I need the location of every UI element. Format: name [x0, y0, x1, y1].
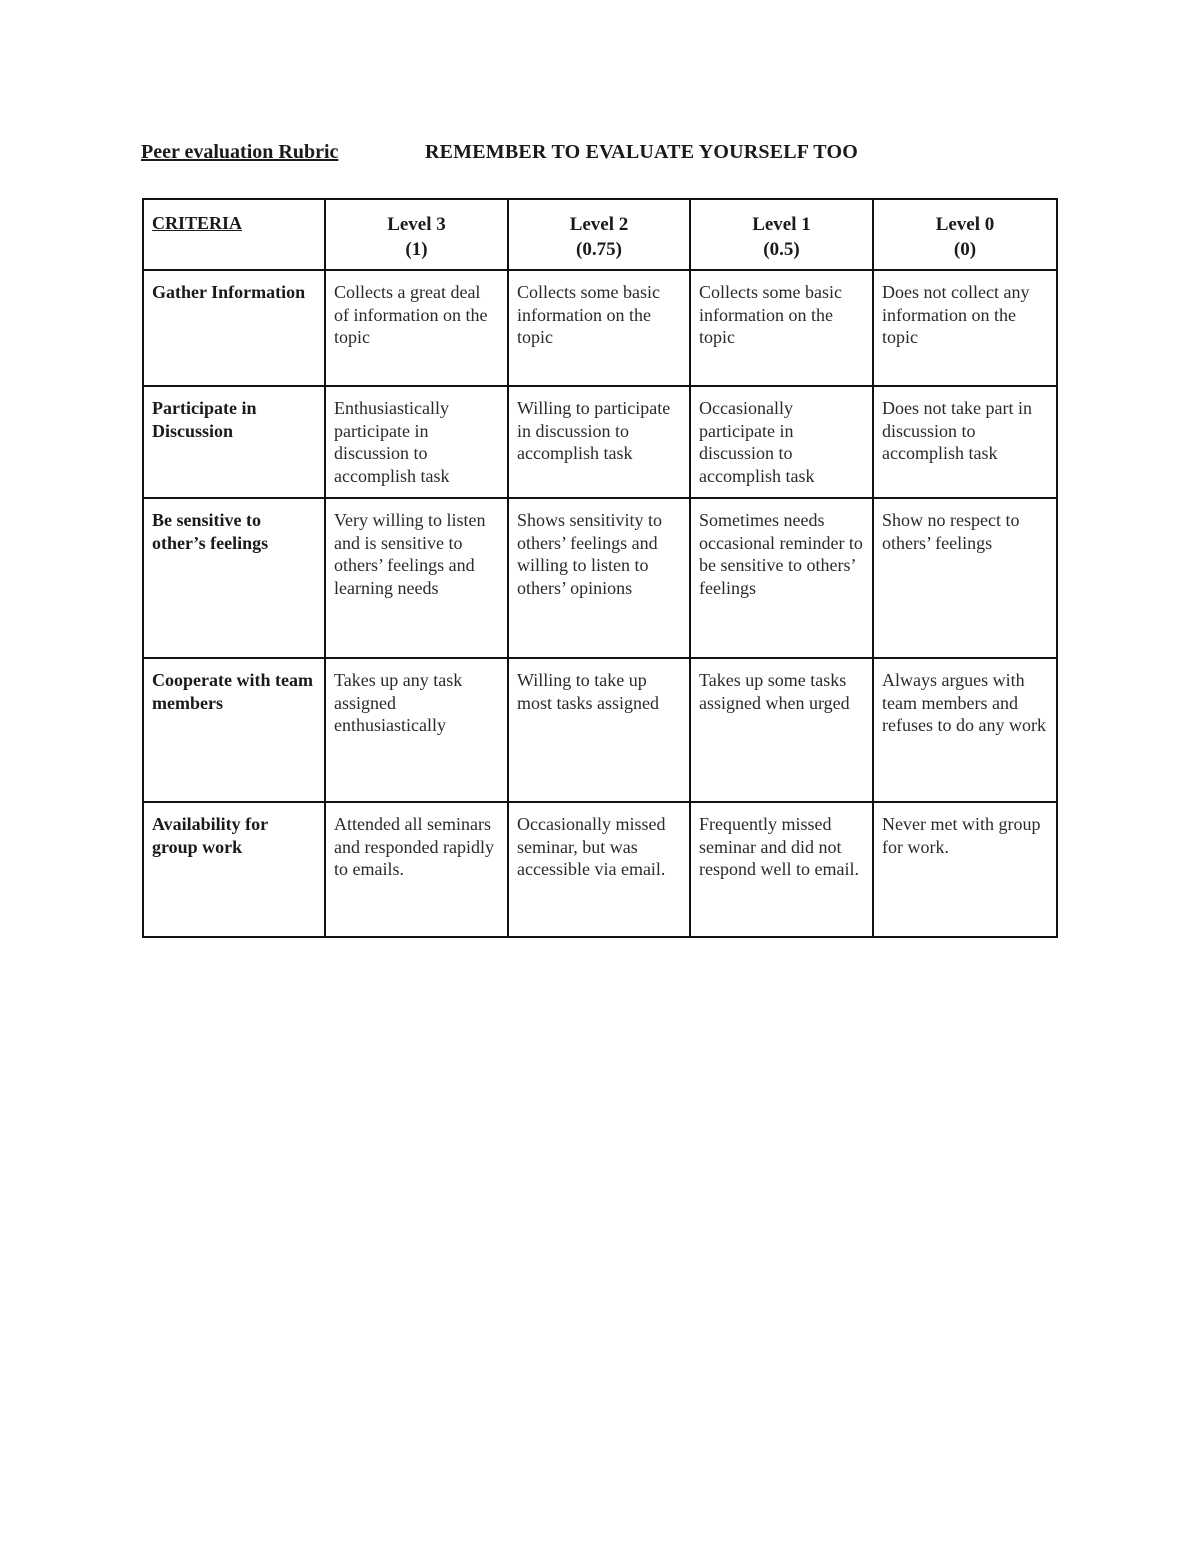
- document-title: Peer evaluation Rubric: [141, 141, 339, 163]
- level-3-name: Level 3: [387, 214, 446, 235]
- level-3-description: Very willing to listen and is sensitive to others’ feelings and learning needs: [325, 498, 508, 658]
- level-1-description: Collects some basic information on the topic: [690, 270, 873, 386]
- rubric-row-cooperate: [143, 658, 1057, 802]
- level-2-description: Willing to participate in discussion to accomplish task: [508, 386, 690, 498]
- level-2-description: Shows sensitivity to others’ feelings and willing to listen to others’ opinions: [508, 498, 690, 658]
- level-3-description: Attended all seminars and responded rapidly to emails.: [325, 802, 508, 937]
- document-heading: [141, 141, 1061, 169]
- level-2-header: [508, 199, 690, 270]
- level-1-name: Level 1: [752, 214, 811, 235]
- level-0-description: Never met with group for work.: [873, 802, 1057, 937]
- level-3-score: (1): [405, 239, 428, 260]
- level-2-description: Collects some basic information on the topic: [508, 270, 690, 386]
- criterion-cell: Gather Information: [143, 270, 325, 386]
- rubric-row-availability: [143, 802, 1057, 937]
- criterion-cell: Cooperate with team members: [143, 658, 325, 802]
- level-1-score: (0.5): [763, 239, 800, 260]
- criteria-column-header: CRITERIA: [143, 199, 325, 270]
- level-0-description: Does not collect any information on the topic: [873, 270, 1057, 386]
- level-3-description: Enthusiastically participate in discussion to accomplish task: [325, 386, 508, 498]
- level-2-description: Willing to take up most tasks assigned: [508, 658, 690, 802]
- criterion-cell: Be sensitive to other’s feelings: [143, 498, 325, 658]
- reminder-text: REMEMBER TO EVALUATE YOURSELF TOO: [425, 141, 858, 163]
- level-0-header: [873, 199, 1057, 270]
- level-3-description: Takes up any task assigned enthusiastically: [325, 658, 508, 802]
- level-1-description: Frequently missed seminar and did not respond well to email.: [690, 802, 873, 937]
- rubric-row-gather-information: [143, 270, 1057, 386]
- level-2-description: Occasionally missed seminar, but was accessible via email.: [508, 802, 690, 937]
- level-1-header: [690, 199, 873, 270]
- level-3-description: Collects a great deal of information on the topic: [325, 270, 508, 386]
- rubric-row-participate-in-discussion: [143, 386, 1057, 498]
- level-0-score: (0): [953, 239, 977, 260]
- level-0-description: Show no respect to others’ feelings: [873, 498, 1057, 658]
- rubric-header-row: [143, 199, 1057, 270]
- level-0-description: Does not take part in discussion to accomplish task: [873, 386, 1057, 498]
- level-0-name: Level 0: [935, 214, 995, 235]
- level-1-description: Takes up some tasks assigned when urged: [690, 658, 873, 802]
- level-1-description: Occasionally participate in discussion to accomplish task: [690, 386, 873, 498]
- rubric-table: [142, 198, 1058, 938]
- level-0-description: Always argues with team members and refuses to do any work: [873, 658, 1057, 802]
- criterion-cell: Availability for group work: [143, 802, 325, 937]
- level-1-description: Sometimes needs occasional reminder to be sensitive to others’ feelings: [690, 498, 873, 658]
- level-2-score: (0.75): [576, 239, 622, 260]
- level-3-header: [325, 199, 508, 270]
- criterion-cell: Participate in Discussion: [143, 386, 325, 498]
- rubric-row-be-sensitive: [143, 498, 1057, 658]
- level-2-name: Level 2: [569, 214, 629, 235]
